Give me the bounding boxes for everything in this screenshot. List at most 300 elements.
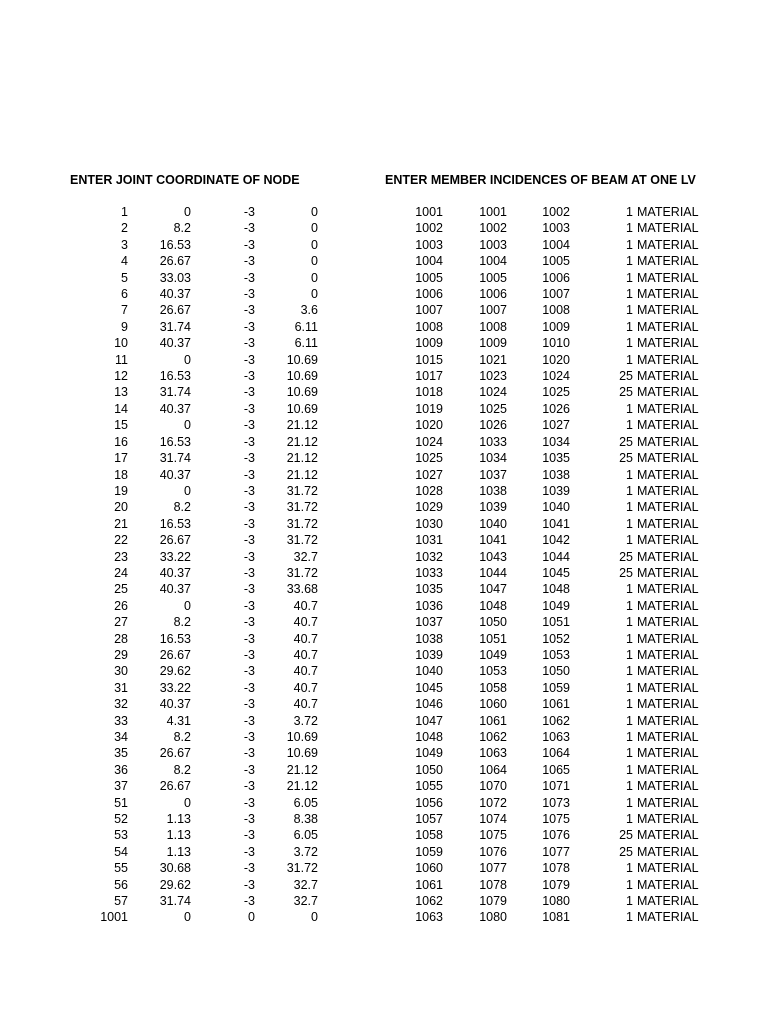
- member-row: [360, 778, 705, 794]
- member-id: 1047: [415, 713, 443, 728]
- member-end-node: 1005: [542, 254, 570, 269]
- joint-y: -3: [243, 746, 255, 761]
- member-end-node: 1025: [542, 385, 570, 400]
- member-end-node: 1045: [542, 565, 570, 580]
- member-material-label: MATERIAL: [637, 812, 699, 827]
- joint-node-id: 17: [114, 451, 128, 466]
- joint-x: 26.67: [159, 779, 191, 794]
- member-material-id: 1: [626, 582, 633, 597]
- member-incidences-table: [360, 204, 705, 926]
- joint-node-id: 35: [114, 746, 128, 761]
- member-material-label: MATERIAL: [637, 287, 699, 302]
- joint-y: -3: [243, 762, 255, 777]
- joint-node-id: 18: [114, 467, 128, 482]
- member-row: [360, 844, 705, 860]
- member-start-node: 1037: [479, 467, 507, 482]
- joint-y: -3: [243, 795, 255, 810]
- member-material-label: MATERIAL: [637, 582, 699, 597]
- joint-y: -3: [243, 598, 255, 613]
- joint-x: 16.53: [159, 237, 191, 252]
- joint-x: 31.74: [159, 894, 191, 909]
- joint-z: 0: [311, 221, 318, 236]
- member-start-node: 1077: [479, 861, 507, 876]
- joint-row: [0, 253, 330, 269]
- member-id: 1055: [415, 779, 443, 794]
- member-start-node: 1007: [479, 303, 507, 318]
- member-end-node: 1079: [542, 877, 570, 892]
- joint-node-id: 20: [114, 500, 128, 515]
- member-end-node: 1071: [542, 779, 570, 794]
- joint-row: [0, 598, 330, 614]
- joint-node-id: 1: [121, 205, 128, 219]
- member-start-node: 1023: [479, 369, 507, 384]
- member-id: 1008: [415, 319, 443, 334]
- joint-x: 0: [184, 418, 191, 433]
- joint-x: 31.74: [159, 319, 191, 334]
- member-id: 1045: [415, 680, 443, 695]
- joint-node-id: 7: [121, 303, 128, 318]
- member-row: [360, 450, 705, 466]
- member-end-node: 1007: [542, 287, 570, 302]
- joint-x: 8.2: [173, 730, 191, 744]
- member-end-node: 1008: [542, 303, 570, 318]
- joint-x: 33.22: [159, 549, 191, 564]
- member-material-label: MATERIAL: [637, 254, 699, 269]
- member-row: [360, 253, 705, 269]
- joint-y: -3: [243, 549, 255, 564]
- member-row: [360, 549, 705, 565]
- member-material-label: MATERIAL: [637, 680, 699, 695]
- member-material-id: 1: [626, 287, 633, 302]
- joint-row: [0, 499, 330, 515]
- member-id: 1024: [415, 434, 443, 449]
- member-row: [360, 499, 705, 515]
- member-start-node: 1041: [479, 533, 507, 548]
- joint-row: [0, 352, 330, 368]
- member-start-node: 1038: [479, 483, 507, 498]
- member-row: [360, 729, 705, 745]
- member-end-node: 1044: [542, 549, 570, 564]
- joint-node-id: 10: [114, 336, 128, 351]
- member-material-id: 1: [626, 205, 633, 219]
- member-id: 1060: [415, 861, 443, 876]
- joint-node-id: 37: [114, 779, 128, 794]
- member-row: [360, 893, 705, 909]
- member-row: [360, 598, 705, 614]
- member-row: [360, 581, 705, 597]
- joint-node-id: 26: [114, 598, 128, 613]
- member-material-label: MATERIAL: [637, 270, 699, 285]
- joint-z: 31.72: [286, 500, 318, 515]
- member-id: 1009: [415, 336, 443, 351]
- member-end-node: 1009: [542, 319, 570, 334]
- joint-z: 8.38: [293, 812, 318, 827]
- joint-y: -3: [243, 369, 255, 384]
- member-end-node: 1010: [542, 336, 570, 351]
- member-end-node: 1040: [542, 500, 570, 515]
- joint-x: 30.68: [159, 861, 191, 876]
- joint-x: 0: [184, 483, 191, 498]
- joint-z: 33.68: [286, 582, 318, 597]
- member-material-id: 25: [619, 844, 633, 859]
- joint-row: [0, 877, 330, 893]
- member-material-label: MATERIAL: [637, 762, 699, 777]
- joint-node-id: 11: [115, 352, 128, 367]
- joint-x: 26.67: [159, 303, 191, 318]
- member-row: [360, 204, 705, 220]
- joint-row: [0, 893, 330, 909]
- joint-node-id: 12: [114, 369, 128, 384]
- member-end-node: 1061: [542, 697, 570, 712]
- joint-x: 8.2: [173, 221, 191, 236]
- member-end-node: 1081: [542, 910, 570, 925]
- joint-node-id: 24: [114, 565, 128, 580]
- member-start-node: 1072: [479, 795, 507, 810]
- joint-row: [0, 713, 330, 729]
- joint-z: 21.12: [286, 434, 318, 449]
- member-id: 1031: [415, 533, 443, 548]
- member-id: 1040: [415, 664, 443, 679]
- joint-y: -3: [243, 483, 255, 498]
- member-material-id: 1: [626, 795, 633, 810]
- member-row: [360, 762, 705, 778]
- joint-y: -3: [243, 565, 255, 580]
- member-end-node: 1027: [542, 418, 570, 433]
- member-start-node: 1048: [479, 598, 507, 613]
- joint-y: -3: [243, 451, 255, 466]
- member-material-label: MATERIAL: [637, 730, 699, 744]
- member-start-node: 1009: [479, 336, 507, 351]
- member-row: [360, 483, 705, 499]
- member-end-node: 1038: [542, 467, 570, 482]
- joint-x: 33.22: [159, 680, 191, 695]
- member-material-id: 1: [626, 730, 633, 744]
- member-row: [360, 335, 705, 351]
- joint-z: 21.12: [286, 779, 318, 794]
- joint-x: 8.2: [173, 762, 191, 777]
- joint-z: 6.05: [293, 795, 318, 810]
- joint-y: -3: [243, 516, 255, 531]
- member-id: 1019: [415, 401, 443, 416]
- joint-z: 10.69: [286, 401, 318, 416]
- joint-y: -3: [243, 221, 255, 236]
- joint-node-id: 32: [114, 697, 128, 712]
- joint-y: -3: [243, 730, 255, 744]
- member-id: 1020: [415, 418, 443, 433]
- joint-y: -3: [243, 713, 255, 728]
- member-end-node: 1050: [542, 664, 570, 679]
- joint-row: [0, 745, 330, 761]
- member-id: 1056: [415, 795, 443, 810]
- joint-row: [0, 696, 330, 712]
- member-material-id: 1: [626, 418, 633, 433]
- joint-y: -3: [243, 631, 255, 646]
- joint-y: -3: [243, 779, 255, 794]
- member-id: 1062: [415, 894, 443, 909]
- joint-row: [0, 417, 330, 433]
- member-material-label: MATERIAL: [637, 352, 699, 367]
- joint-row: [0, 368, 330, 384]
- joint-y: -3: [243, 418, 255, 433]
- member-end-node: 1065: [542, 762, 570, 777]
- joint-z: 21.12: [286, 762, 318, 777]
- joint-x: 40.37: [159, 582, 191, 597]
- member-start-node: 1005: [479, 270, 507, 285]
- joint-x: 1.13: [166, 844, 191, 859]
- member-start-node: 1004: [479, 254, 507, 269]
- member-material-id: 1: [626, 713, 633, 728]
- member-material-label: MATERIAL: [637, 221, 699, 236]
- joint-x: 8.2: [173, 615, 191, 630]
- member-row: [360, 614, 705, 630]
- member-row: [360, 401, 705, 417]
- member-material-label: MATERIAL: [637, 894, 699, 909]
- member-material-label: MATERIAL: [637, 451, 699, 466]
- joint-row: [0, 729, 330, 745]
- member-material-id: 1: [626, 910, 633, 925]
- member-material-label: MATERIAL: [637, 336, 699, 351]
- joint-z: 0: [311, 287, 318, 302]
- joint-y: -3: [243, 582, 255, 597]
- member-row: [360, 631, 705, 647]
- member-material-id: 25: [619, 434, 633, 449]
- joint-row: [0, 631, 330, 647]
- joint-node-id: 3: [121, 237, 128, 252]
- member-material-label: MATERIAL: [637, 861, 699, 876]
- member-row: [360, 516, 705, 532]
- member-id: 1061: [415, 877, 443, 892]
- joint-x: 0: [184, 205, 191, 219]
- member-material-label: MATERIAL: [637, 779, 699, 794]
- member-end-node: 1051: [542, 615, 570, 630]
- joint-y: -3: [243, 303, 255, 318]
- member-start-node: 1021: [479, 352, 507, 367]
- joint-z: 10.69: [286, 369, 318, 384]
- member-row: [360, 417, 705, 433]
- joint-node-id: 30: [114, 664, 128, 679]
- member-start-node: 1070: [479, 779, 507, 794]
- joint-y: -3: [243, 697, 255, 712]
- joint-row: [0, 909, 330, 925]
- member-material-id: 1: [626, 336, 633, 351]
- member-material-id: 1: [626, 270, 633, 285]
- joint-coordinate-table: [0, 204, 330, 926]
- joint-z: 32.7: [293, 877, 318, 892]
- joint-x: 0: [184, 795, 191, 810]
- member-start-node: 1080: [479, 910, 507, 925]
- member-material-id: 25: [619, 565, 633, 580]
- member-id: 1049: [415, 746, 443, 761]
- member-end-node: 1042: [542, 533, 570, 548]
- joint-node-id: 57: [114, 894, 128, 909]
- joint-row: [0, 581, 330, 597]
- member-row: [360, 811, 705, 827]
- joint-x: 8.2: [173, 500, 191, 515]
- joint-y: -3: [243, 894, 255, 909]
- member-material-label: MATERIAL: [637, 549, 699, 564]
- member-end-node: 1076: [542, 828, 570, 843]
- member-row: [360, 877, 705, 893]
- joint-row: [0, 319, 330, 335]
- member-row: [360, 713, 705, 729]
- joint-y: -3: [243, 352, 255, 367]
- member-material-label: MATERIAL: [637, 565, 699, 580]
- joint-z: 0: [311, 270, 318, 285]
- joint-z: 31.72: [286, 516, 318, 531]
- joint-x: 4.31: [166, 713, 191, 728]
- joint-row: [0, 795, 330, 811]
- member-id: 1036: [415, 598, 443, 613]
- joint-node-id: 6: [121, 287, 128, 302]
- member-material-id: 1: [626, 598, 633, 613]
- member-material-id: 1: [626, 779, 633, 794]
- member-end-node: 1064: [542, 746, 570, 761]
- member-end-node: 1049: [542, 598, 570, 613]
- joint-node-id: 29: [114, 647, 128, 662]
- member-end-node: 1062: [542, 713, 570, 728]
- joint-node-id: 53: [114, 828, 128, 843]
- joint-row: [0, 827, 330, 843]
- member-row: [360, 434, 705, 450]
- member-material-id: 25: [619, 828, 633, 843]
- joint-y: -3: [243, 254, 255, 269]
- member-end-node: 1026: [542, 401, 570, 416]
- member-row: [360, 680, 705, 696]
- member-id: 1006: [415, 287, 443, 302]
- joint-y: -3: [243, 664, 255, 679]
- joint-z: 0: [311, 237, 318, 252]
- joint-y: -3: [243, 434, 255, 449]
- joint-z: 31.72: [286, 565, 318, 580]
- joint-row: [0, 270, 330, 286]
- member-id: 1025: [415, 451, 443, 466]
- joint-node-id: 51: [114, 795, 128, 810]
- member-id: 1033: [415, 565, 443, 580]
- joint-x: 29.62: [159, 877, 191, 892]
- joint-z: 10.69: [286, 746, 318, 761]
- joint-x: 29.62: [159, 664, 191, 679]
- member-material-id: 1: [626, 533, 633, 548]
- member-start-node: 1003: [479, 237, 507, 252]
- joint-y: -3: [243, 647, 255, 662]
- joint-z: 0: [311, 205, 318, 219]
- member-end-node: 1002: [542, 205, 570, 219]
- joint-y: 0: [248, 910, 255, 925]
- member-end-node: 1035: [542, 451, 570, 466]
- joint-node-id: 2: [121, 221, 128, 236]
- joint-y: -3: [243, 287, 255, 302]
- joint-row: [0, 467, 330, 483]
- member-material-id: 1: [626, 877, 633, 892]
- joint-x: 40.37: [159, 697, 191, 712]
- joint-row: [0, 614, 330, 630]
- joint-node-id: 31: [114, 680, 128, 695]
- joint-z: 0: [311, 254, 318, 269]
- member-id: 1030: [415, 516, 443, 531]
- joint-z: 32.7: [293, 549, 318, 564]
- joint-node-id: 13: [114, 385, 128, 400]
- member-material-id: 1: [626, 664, 633, 679]
- joint-z: 40.7: [293, 631, 318, 646]
- member-id: 1039: [415, 647, 443, 662]
- joint-x: 0: [184, 910, 191, 925]
- member-material-id: 1: [626, 254, 633, 269]
- joint-x: 16.53: [159, 516, 191, 531]
- joint-y: -3: [243, 336, 255, 351]
- joint-node-id: 16: [114, 434, 128, 449]
- member-end-node: 1024: [542, 369, 570, 384]
- member-row: [360, 696, 705, 712]
- joint-row: [0, 401, 330, 417]
- member-start-node: 1060: [479, 697, 507, 712]
- joint-z: 3.72: [293, 713, 318, 728]
- member-row: [360, 909, 705, 925]
- member-material-label: MATERIAL: [637, 697, 699, 712]
- joint-z: 40.7: [293, 598, 318, 613]
- joint-y: -3: [243, 680, 255, 695]
- member-start-node: 1078: [479, 877, 507, 892]
- member-material-id: 1: [626, 221, 633, 236]
- joint-z: 32.7: [293, 894, 318, 909]
- joint-node-id: 52: [114, 812, 128, 827]
- member-material-label: MATERIAL: [637, 205, 699, 219]
- joint-coordinate-heading: ENTER JOINT COORDINATE OF NODE: [70, 173, 300, 187]
- member-row: [360, 270, 705, 286]
- joint-row: [0, 532, 330, 548]
- joint-y: -3: [243, 861, 255, 876]
- member-id: 1035: [415, 582, 443, 597]
- member-material-label: MATERIAL: [637, 434, 699, 449]
- joint-node-id: 33: [114, 713, 128, 728]
- joint-x: 40.37: [159, 287, 191, 302]
- member-material-label: MATERIAL: [637, 483, 699, 498]
- joint-row: [0, 762, 330, 778]
- member-end-node: 1073: [542, 795, 570, 810]
- joint-row: [0, 483, 330, 499]
- member-start-node: 1024: [479, 385, 507, 400]
- member-start-node: 1050: [479, 615, 507, 630]
- joint-node-id: 28: [114, 631, 128, 646]
- joint-row: [0, 860, 330, 876]
- member-start-node: 1039: [479, 500, 507, 515]
- member-material-id: 25: [619, 369, 633, 384]
- joint-x: 33.03: [159, 270, 191, 285]
- member-material-label: MATERIAL: [637, 910, 699, 925]
- member-start-node: 1074: [479, 812, 507, 827]
- member-id: 1004: [415, 254, 443, 269]
- joint-row: [0, 302, 330, 318]
- member-id: 1007: [415, 303, 443, 318]
- joint-node-id: 22: [114, 533, 128, 548]
- member-row: [360, 467, 705, 483]
- member-material-id: 1: [626, 615, 633, 630]
- joint-z: 0: [311, 910, 318, 925]
- member-row: [360, 237, 705, 253]
- joint-x: 16.53: [159, 369, 191, 384]
- member-end-node: 1039: [542, 483, 570, 498]
- joint-z: 3.6: [300, 303, 318, 318]
- member-start-node: 1062: [479, 730, 507, 744]
- joint-z: 40.7: [293, 647, 318, 662]
- member-material-label: MATERIAL: [637, 533, 699, 548]
- member-start-node: 1075: [479, 828, 507, 843]
- joint-node-id: 56: [114, 877, 128, 892]
- member-start-node: 1076: [479, 844, 507, 859]
- member-id: 1057: [415, 812, 443, 827]
- member-id: 1015: [415, 352, 443, 367]
- member-id: 1063: [415, 910, 443, 925]
- member-material-id: 1: [626, 303, 633, 318]
